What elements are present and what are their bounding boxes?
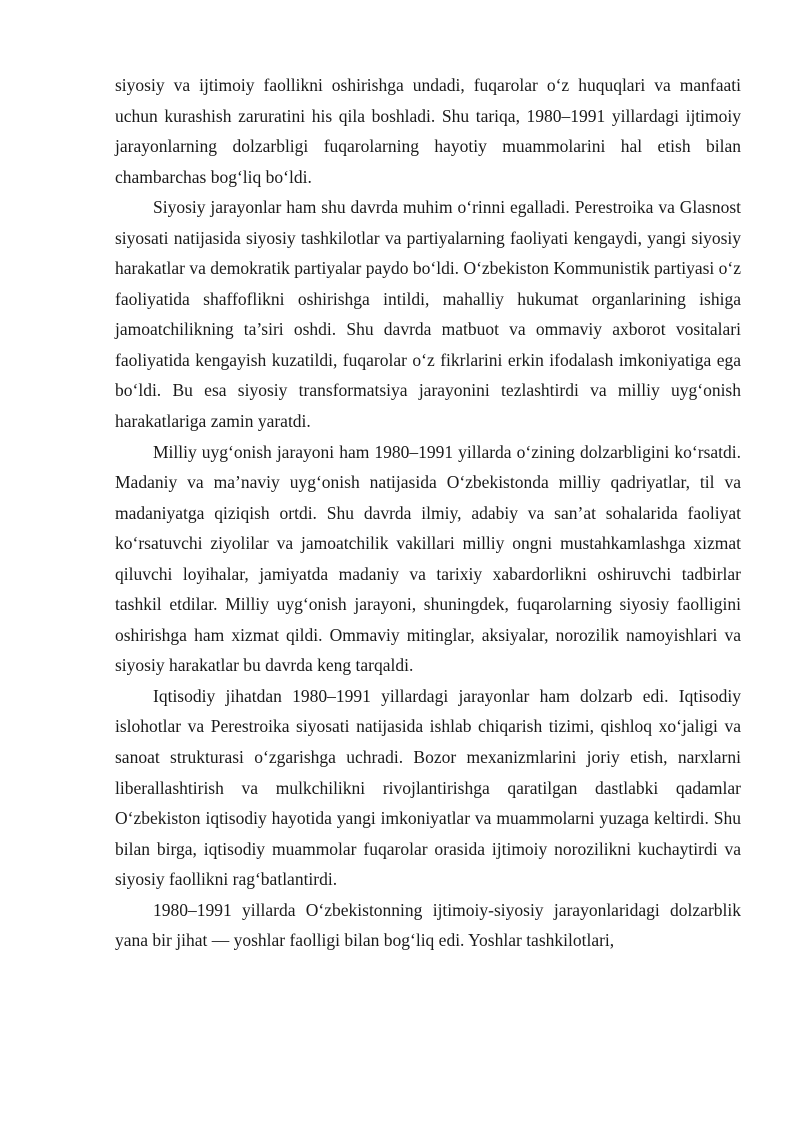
document-body xyxy=(115,70,741,956)
paragraph-national-awakening: Milliy uyg‘onish jarayoni ham 1980–1991 yillarda o‘zining dolzarbligini ko‘rsatdi. Madaniy va ma’naviy uyg‘onish natijasida O‘zbekistonda milliy qadriyatlar, til va madaniyatga qiziqish ortdi. Shu davrda ilmiy, adabiy va san’at sohalarida faoliyat ko‘rsatuvchi ziyolilar va jamoatchilik vakillari milliy ongni mustahkamlashga xizmat qiluvchi loyihalar, jamiyatda madaniy va tarixiy xabardorlikni oshiruvchi tadbirlar tashkil etdilar. Milliy uyg‘onish jarayoni, shuningdek, fuqarolarning siyosiy faolligini oshirishga ham xizmat qildi. Ommaviy mitinglar, aksiyalar, norozilik namoyishlari va siyosiy harakatlar bu davrda keng tarqaldi. xyxy=(115,441,741,676)
paragraph-political-processes: Siyosiy jarayonlar ham shu davrda muhim o‘rinni egalladi. Perestroika va Glasnost siyosati natijasida siyosiy tashkilotlar va partiyalarning faoliyati kengaydi, yangi siyosiy harakatlar va demokratik partiyalar paydo bo‘ldi. O‘zbekiston Kommunistik partiyasi o‘z faoliyatida shaffoflikni oshirishga intildi, mahalliy hukumat organlarining ishiga jamoatchilikning ta’siri oshdi. Shu davrda matbuot va ommaviy axborot vositalari faoliyatida kengayish kuzatildi, fuqarolar o‘z fikrlarini erkin ifodalash imkoniyatiga ega bo‘ldi. Bu esa siyosiy transformatsiya jarayonini tezlashtirdi va milliy uyg‘onish harakatlariga zamin yaratdi. xyxy=(115,197,741,432)
paragraph-youth-activity: 1980–1991 yillarda O‘zbekistonning ijtimoiy-siyosiy jarayonlaridagi dolzarblik yana bir jihat — yoshlar faolligi bilan bog‘liq edi. Yoshlar tashkilotlari, xyxy=(115,899,741,951)
paragraph-continuation: siyosiy va ijtimoiy faollikni oshirishga undadi, fuqarolar o‘z huquqlari va manfaati uchun kurashish zaruratini his qila boshladi. Shu tariqa, 1980–1991 yillardagi ijtimoiy jarayonlarning dolzarbligi fuqarolarning hayotiy muammolarini hal etish bilan chambarchas bog‘liq bo‘ldi. xyxy=(115,75,741,187)
paragraph-economic-processes: Iqtisodiy jihatdan 1980–1991 yillardagi jarayonlar ham dolzarb edi. Iqtisodiy islohotlar va Perestroika siyosati natijasida ishlab chiqarish tizimi, qishloq xo‘jaligi va sanoat strukturasi o‘zgarishga uchradi. Bozor mexanizmlarini joriy etish, narxlarni liberallashtirish va mulkchilikni rivojlantirishga qaratilgan dastlabki qadamlar O‘zbekiston iqtisodiy hayotida yangi imkoniyatlar va muammolarni yuzaga keltirdi. Shu bilan birga, iqtisodiy muammolar fuqarolar orasida ijtimoiy norozilikni kuchaytirdi va siyosiy faollikni rag‘batlantirdi. xyxy=(115,685,741,890)
